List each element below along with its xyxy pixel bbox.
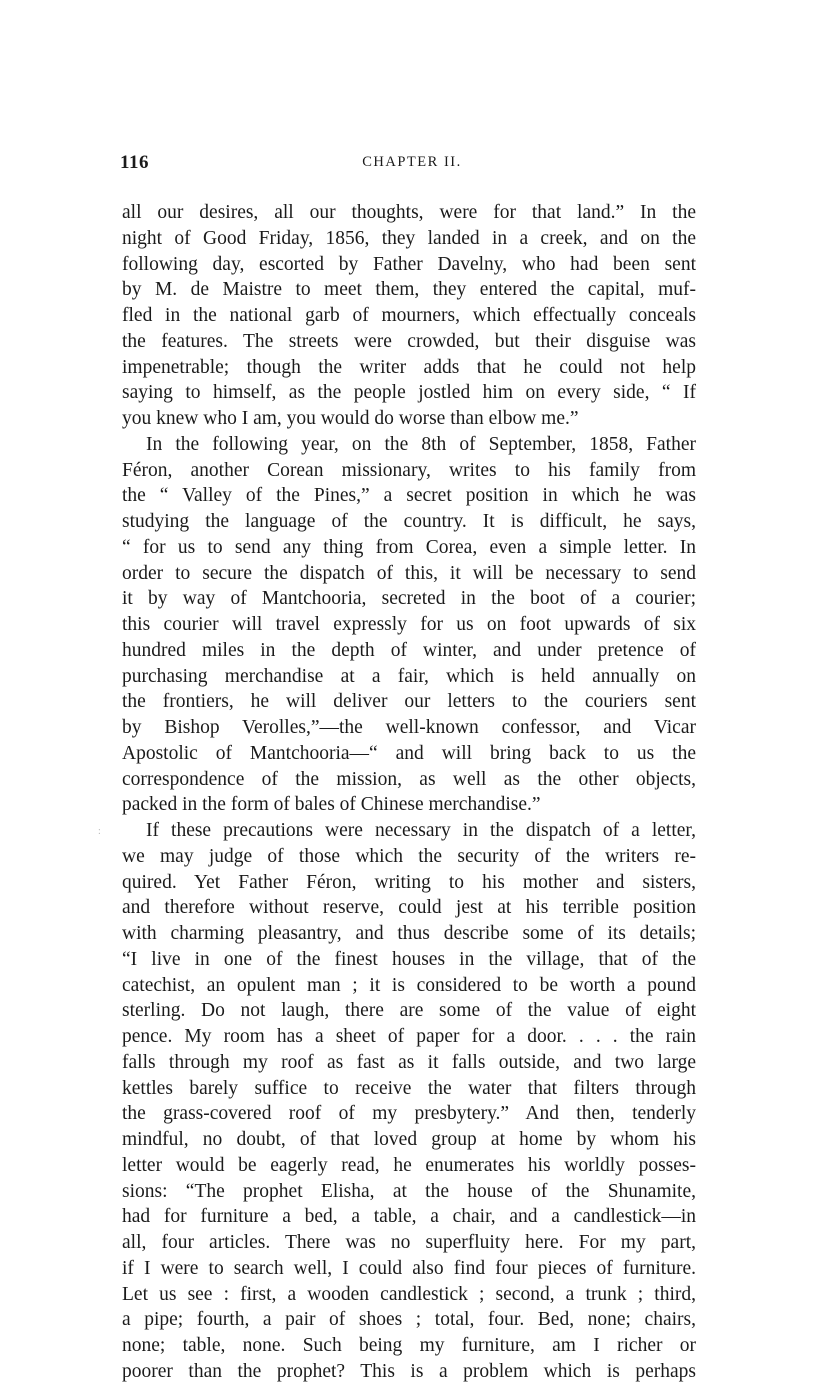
running-head: CHAPTER II.: [362, 154, 462, 170]
text-line: the features. The streets were crowded, but their disguise was: [122, 330, 696, 352]
text-line: all, four articles. There was no superfluity here. For my part,: [122, 1232, 696, 1253]
text-line: with charming pleasantry, and thus describe some of its details;: [122, 923, 696, 944]
text-line: none; table, none. Such being my furniture, am I richer or: [122, 1335, 696, 1356]
text-line: night of Good Friday, 1856, they landed in a creek, and on the: [122, 227, 696, 249]
text-line: you knew who I am, you would do worse than elbow me.”: [122, 408, 579, 429]
text-line: a pipe; fourth, a pair of shoes ; total, four. Bed, none; chairs,: [122, 1309, 696, 1331]
text-line: had for furniture a bed, a table, a chair, and a candlestick—in: [122, 1206, 696, 1228]
page-header: [120, 152, 704, 182]
margin-mark: :: [98, 826, 101, 837]
text-line: “I live in one of the finest houses in the village, that of the: [122, 948, 696, 970]
text-line: Féron, another Corean missionary, writes to his family from: [122, 459, 696, 481]
text-line: mindful, no doubt, of that loved group at home by whom his: [122, 1129, 696, 1150]
text-line: by M. de Maistre to meet them, they entered the capital, muf-: [122, 279, 696, 301]
text-line: the “ Valley of the Pines,” a secret position in which he was: [122, 485, 696, 507]
text-line: by Bishop Verolles,”—the well-known confessor, and Vicar: [122, 717, 696, 738]
text-line: studying the language of the country. It is difficult, he says,: [122, 511, 696, 532]
body-text: [122, 200, 696, 1385]
text-line: all our desires, all our thoughts, were for that land.” In the: [122, 202, 696, 223]
text-line: “ for us to send any thing from Corea, even a simple letter. In: [122, 536, 696, 558]
text-line: this courier will travel expressly for us on foot upwards of six: [122, 614, 696, 635]
text-line: falls through my roof as fast as it falls outside, and two large: [122, 1051, 696, 1073]
text-line: if I were to search well, I could also find four pieces of furniture.: [122, 1257, 696, 1279]
text-line: If these precautions were necessary in the dispatch of a letter,: [146, 820, 696, 841]
text-line: saying to himself, as the people jostled him on every side, “ If: [122, 382, 696, 404]
text-line: packed in the form of bales of Chinese merchandise.”: [122, 794, 541, 816]
text-line: hundred miles in the depth of winter, and under pretence of: [122, 639, 696, 661]
text-line: following day, escorted by Father Davelny, who had been sent: [122, 253, 696, 275]
text-line: sterling. Do not laugh, there are some of the value of eight: [122, 1000, 696, 1022]
text-line: quired. Yet Father Féron, writing to his mother and sisters,: [122, 871, 696, 893]
text-line: it by way of Mantchooria, secreted in the boot of a courier;: [122, 588, 696, 610]
text-line: and therefore without reserve, could jest at his terrible position: [122, 897, 696, 919]
text-line: In the following year, on the 8th of September, 1858, Father: [146, 433, 696, 455]
text-line: correspondence of the mission, as well as the other objects,: [122, 768, 696, 790]
text-line: catechist, an opulent man ; it is considered to be worth a pound: [122, 974, 696, 996]
text-line: the frontiers, he will deliver our letters to the couriers sent: [122, 691, 696, 713]
text-line: Apostolic of Mantchooria—“ and will bring back to us the: [122, 742, 696, 764]
text-line: pence. My room has a sheet of paper for a door. . . . the rain: [122, 1026, 696, 1047]
text-line: sions: “The prophet Elisha, at the house of the Shunamite,: [122, 1180, 696, 1202]
text-line: impenetrable; though the writer adds that he could not help: [122, 356, 696, 378]
text-line: poorer than the prophet? This is a problem which is perhaps: [122, 1360, 696, 1382]
text-line: purchasing merchandise at a fair, which is held annually on: [122, 665, 696, 687]
text-line: fled in the national garb of mourners, which effectually conceals: [122, 305, 696, 326]
text-line: Let us see : first, a wooden candlestick ; second, a trunk ; third,: [122, 1283, 696, 1305]
text-line: order to secure the dispatch of this, it will be necessary to send: [122, 562, 696, 584]
text-line: the grass-covered roof of my presbytery.” And then, tenderly: [122, 1103, 696, 1125]
text-line: letter would be eagerly read, he enumerates his worldly posses-: [122, 1154, 696, 1176]
text-line: we may judge of those which the security of the writers re-: [122, 845, 696, 867]
text-line: kettles barely suffice to receive the water that filters through: [122, 1077, 696, 1099]
page-number: 116: [120, 152, 149, 173]
